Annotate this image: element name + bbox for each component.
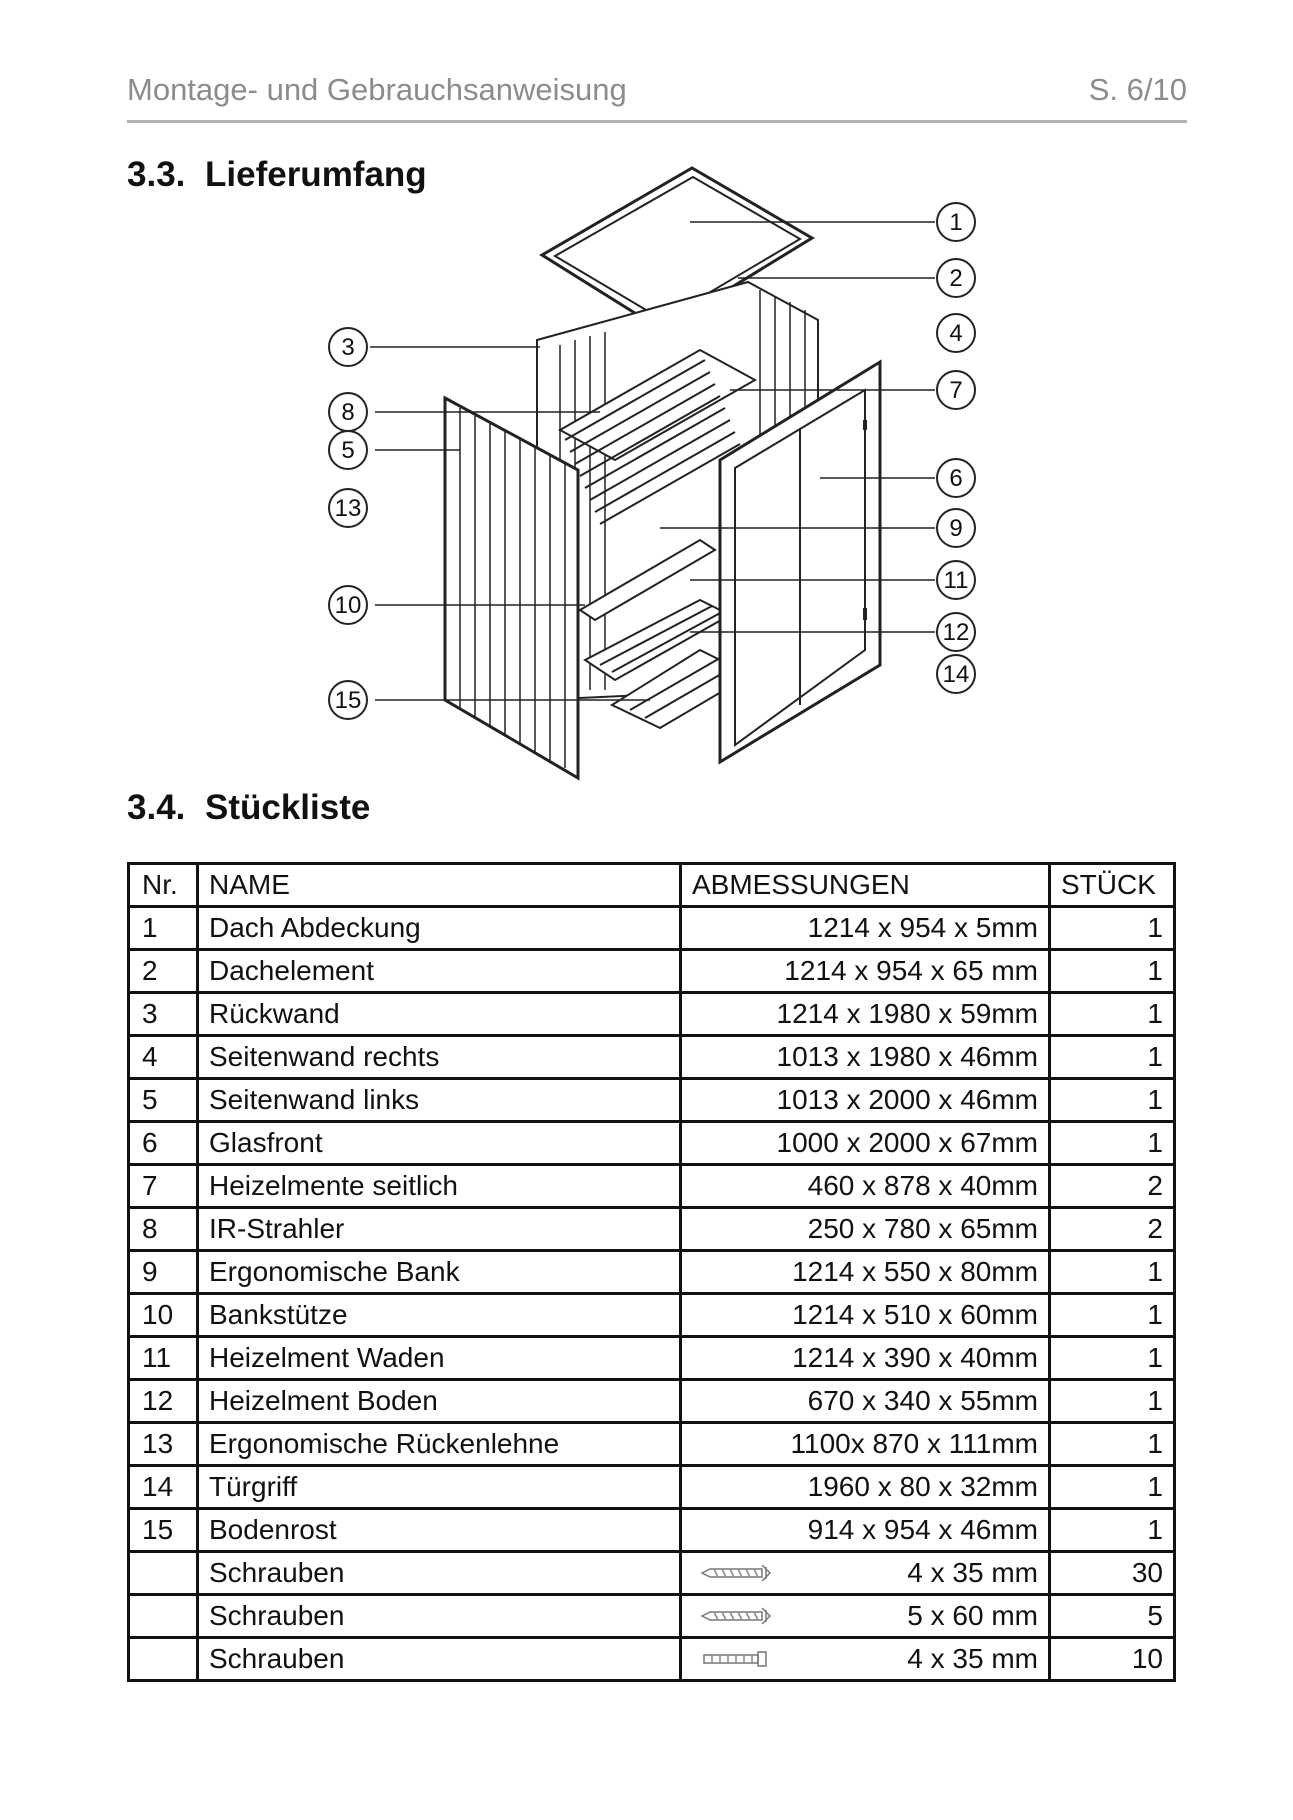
part-dimensions-text: 250 x 780 x 65mm [807, 1213, 1038, 1244]
part-number [129, 1036, 198, 1079]
callout-label: 5 [341, 437, 355, 464]
part-quantity [1050, 1509, 1175, 1552]
section-title: Stückliste [205, 788, 371, 827]
part-number [129, 1552, 198, 1595]
callout-label: 11 [943, 567, 969, 594]
part-name [198, 1294, 681, 1337]
part-number-text: 3 [142, 998, 158, 1029]
part-dimensions [681, 1165, 1050, 1208]
part-quantity-text: 1 [1147, 912, 1163, 943]
part-name-text: Heizelment Waden [209, 1342, 445, 1373]
part-number [129, 1294, 198, 1337]
part-quantity [1050, 1079, 1175, 1122]
callout-label: 9 [949, 515, 963, 542]
part-name-text: Schrauben [209, 1643, 345, 1674]
part-quantity-text: 10 [1131, 1643, 1163, 1674]
table-row [129, 1079, 1175, 1122]
part-name [198, 1251, 681, 1294]
table-row [129, 1552, 1175, 1595]
part-name [198, 1509, 681, 1552]
part-dimensions-text: 1000 x 2000 x 67mm [776, 1127, 1038, 1158]
callout-5 [329, 431, 367, 469]
table-row [129, 1595, 1175, 1638]
part-number-text: 9 [142, 1256, 158, 1287]
part-quantity [1050, 950, 1175, 993]
part-number [129, 1251, 198, 1294]
part-quantity-text: 1 [1147, 1428, 1163, 1459]
callout-label: 7 [949, 377, 963, 404]
table-row [129, 950, 1175, 993]
header-quantity: STÜCK [1050, 864, 1175, 907]
part-name [198, 1208, 681, 1251]
part-dimensions-text: 1214 x 550 x 80mm [792, 1256, 1038, 1287]
part-number-text: 8 [142, 1213, 158, 1244]
part-quantity-text: 1 [1147, 1514, 1163, 1545]
part-name-text: Bodenrost [209, 1514, 337, 1545]
part-name [198, 1337, 681, 1380]
part-quantity [1050, 1036, 1175, 1079]
callout-label: 14 [942, 661, 970, 688]
part-dimensions [681, 1509, 1050, 1552]
part-dimensions [681, 1595, 1050, 1638]
callout-label: 13 [334, 495, 362, 522]
part-quantity [1050, 1423, 1175, 1466]
part-dimensions-text: 4 x 35 mm [907, 1557, 1038, 1588]
callout-label: 1 [949, 209, 963, 236]
document-title: Montage- und Gebrauchsanweisung [127, 72, 627, 107]
part-number [129, 1079, 198, 1122]
table-row [129, 1466, 1175, 1509]
part-quantity [1050, 1552, 1175, 1595]
part-dimensions-text: 4 x 35 mm [907, 1643, 1038, 1674]
section-number: 3.4. [127, 788, 186, 827]
part-name [198, 907, 681, 950]
part-number-text: 10 [142, 1299, 174, 1330]
part-quantity-text: 1 [1147, 998, 1163, 1029]
part-dimensions-text: 914 x 954 x 46mm [807, 1514, 1038, 1545]
part-number-text: 5 [142, 1084, 158, 1115]
part-dimensions-text: 1214 x 954 x 5mm [807, 912, 1038, 943]
part-quantity [1050, 1337, 1175, 1380]
header-dimensions: ABMESSUNGEN [681, 864, 1050, 907]
part-dimensions-text: 1214 x 390 x 40mm [792, 1342, 1038, 1373]
part-name [198, 1595, 681, 1638]
callout-label: 3 [341, 334, 355, 361]
part-number-text: 4 [142, 1041, 158, 1072]
callout-8 [329, 393, 367, 431]
part-number-text: 13 [142, 1428, 174, 1459]
part-quantity [1050, 1294, 1175, 1337]
part-dimensions [681, 993, 1050, 1036]
part-name-text: Ergonomische Bank [209, 1256, 460, 1287]
table-row [129, 1208, 1175, 1251]
part-quantity-text: 1 [1147, 1127, 1163, 1158]
part-dimensions-text: 5 x 60 mm [907, 1600, 1038, 1631]
header-nr: Nr. [129, 864, 198, 907]
table-row [129, 1165, 1175, 1208]
part-quantity [1050, 1380, 1175, 1423]
part-dimensions [681, 1122, 1050, 1165]
part-name-text: Dachelement [209, 955, 374, 986]
table-row [129, 1638, 1175, 1681]
part-dimensions [681, 1552, 1050, 1595]
part-dimensions [681, 1208, 1050, 1251]
part-quantity-text: 2 [1147, 1170, 1163, 1201]
callout-1 [937, 203, 975, 241]
part-quantity-text: 1 [1147, 1342, 1163, 1373]
part-quantity [1050, 1208, 1175, 1251]
callout-10 [329, 586, 367, 624]
part-quantity-text: 30 [1131, 1557, 1163, 1588]
part-number-text: 2 [142, 955, 158, 986]
page-header [127, 70, 1187, 123]
part-quantity [1050, 1466, 1175, 1509]
part-name-text: Schrauben [209, 1557, 345, 1588]
part-dimensions-text: 1100x 870 x 111mm [790, 1428, 1038, 1459]
part-quantity-text: 2 [1147, 1213, 1163, 1244]
part-dimensions [681, 1036, 1050, 1079]
callout-3 [329, 328, 367, 366]
table-row [129, 1251, 1175, 1294]
part-name-text: Türgriff [209, 1471, 298, 1502]
part-name-text: Seitenwand links [209, 1084, 420, 1115]
table-row [129, 1036, 1175, 1079]
part-dimensions-text: 670 x 340 x 55mm [807, 1385, 1038, 1416]
exploded-assembly-diagram [300, 160, 1000, 790]
part-dimensions [681, 1423, 1050, 1466]
part-dimensions [681, 1466, 1050, 1509]
part-number-text: 11 [142, 1342, 172, 1373]
table-row [129, 1380, 1175, 1423]
page-number: S. 6/10 [1088, 72, 1187, 107]
part-name-text: Bankstütze [209, 1299, 348, 1330]
callout-15 [329, 681, 367, 719]
part-number-text: 15 [142, 1514, 174, 1545]
callout-7 [937, 371, 975, 409]
part-name [198, 993, 681, 1036]
callout-label: 15 [334, 687, 362, 714]
callout-label: 12 [942, 619, 970, 646]
part-number [129, 1337, 198, 1380]
callout-6 [937, 459, 975, 497]
part-dimensions-text: 460 x 878 x 40mm [807, 1170, 1038, 1201]
part-name-text: Heizelment Boden [209, 1385, 438, 1416]
callout-14 [937, 655, 975, 693]
part-number-text: 1 [142, 912, 158, 943]
part-dimensions [681, 1079, 1050, 1122]
part-number-text: 12 [142, 1385, 174, 1416]
part-quantity-text: 1 [1147, 1385, 1163, 1416]
part-name [198, 1036, 681, 1079]
table-row [129, 1122, 1175, 1165]
part-name-text: Dach Abdeckung [209, 912, 421, 943]
part-dimensions [681, 950, 1050, 993]
part-name [198, 1552, 681, 1595]
callout-label: 2 [949, 265, 963, 292]
part-quantity [1050, 1122, 1175, 1165]
part-name [198, 1638, 681, 1681]
part-dimensions-text: 1013 x 2000 x 46mm [776, 1084, 1038, 1115]
part-name [198, 1165, 681, 1208]
callout-9 [937, 509, 975, 547]
table-row [129, 1423, 1175, 1466]
part-number [129, 1595, 198, 1638]
part-number [129, 950, 198, 993]
table-row [129, 1509, 1175, 1552]
part-number [129, 993, 198, 1036]
part-name-text: Schrauben [209, 1600, 345, 1631]
part-dimensions [681, 1294, 1050, 1337]
part-number-text: 14 [142, 1471, 174, 1502]
section-title: Lieferumfang [205, 155, 427, 194]
part-name-text: Glasfront [209, 1127, 323, 1158]
part-name-text: Rückwand [209, 998, 340, 1029]
part-dimensions-text: 1214 x 954 x 65 mm [784, 955, 1038, 986]
table-row [129, 1294, 1175, 1337]
part-dimensions-text: 1214 x 1980 x 59mm [776, 998, 1038, 1029]
part-name-text: Heizelmente seitlich [209, 1170, 458, 1201]
part-quantity [1050, 1595, 1175, 1638]
part-number-text: 7 [142, 1170, 158, 1201]
part-quantity-text: 1 [1147, 1471, 1163, 1502]
part-dimensions [681, 1380, 1050, 1423]
section-number: 3.3. [127, 155, 186, 194]
part-quantity [1050, 993, 1175, 1036]
part-dimensions [681, 1251, 1050, 1294]
part-number [129, 1638, 198, 1681]
callout-2 [937, 259, 975, 297]
callout-12 [937, 613, 975, 651]
part-name [198, 1122, 681, 1165]
parts-list-table [127, 862, 1176, 1682]
sauna-parts-drawing [445, 168, 880, 778]
part-dimensions-text: 1214 x 510 x 60mm [792, 1299, 1038, 1330]
part-dimensions [681, 1638, 1050, 1681]
callout-13 [329, 489, 367, 527]
section-heading-parts [127, 788, 370, 828]
part-name-text: Seitenwand rechts [209, 1041, 440, 1072]
part-name-text: IR-Strahler [209, 1213, 345, 1244]
part-quantity-text: 1 [1147, 1256, 1163, 1287]
part-quantity [1050, 907, 1175, 950]
part-name [198, 1079, 681, 1122]
part-name [198, 950, 681, 993]
callout-label: 6 [949, 465, 963, 492]
table-row [129, 1337, 1175, 1380]
part-number [129, 1208, 198, 1251]
machine-screw-icon [700, 1647, 780, 1671]
table-header-row [129, 864, 1175, 907]
part-number [129, 1165, 198, 1208]
part-name [198, 1380, 681, 1423]
part-number [129, 1380, 198, 1423]
part-dimensions-text: 1013 x 1980 x 46mm [776, 1041, 1038, 1072]
callout-label: 8 [341, 399, 355, 426]
part-dimensions [681, 907, 1050, 950]
part-number [129, 1423, 198, 1466]
part-number-text: 6 [142, 1127, 158, 1158]
table-row [129, 907, 1175, 950]
part-quantity [1050, 1638, 1175, 1681]
part-name [198, 1423, 681, 1466]
part-quantity-text: 1 [1147, 1299, 1163, 1330]
part-number [129, 1466, 198, 1509]
callout-label: 4 [949, 320, 963, 347]
part-quantity-text: 1 [1147, 955, 1163, 986]
wood-screw-icon [700, 1561, 780, 1585]
part-quantity [1050, 1251, 1175, 1294]
wood-screw-icon [700, 1604, 780, 1628]
part-name-text: Ergonomische Rückenlehne [209, 1428, 560, 1459]
callout-11 [937, 561, 975, 599]
part-quantity-text: 1 [1147, 1084, 1163, 1115]
part-name [198, 1466, 681, 1509]
part-dimensions-text: 1960 x 80 x 32mm [807, 1471, 1038, 1502]
part-quantity [1050, 1165, 1175, 1208]
part-quantity-text: 1 [1147, 1041, 1163, 1072]
part-number [129, 1509, 198, 1552]
header-name: NAME [198, 864, 681, 907]
part-number [129, 1122, 198, 1165]
part-quantity-text: 5 [1147, 1600, 1163, 1631]
callout-label: 10 [334, 592, 362, 619]
table-row [129, 993, 1175, 1036]
part-number [129, 907, 198, 950]
part-dimensions [681, 1337, 1050, 1380]
callout-4 [937, 314, 975, 352]
